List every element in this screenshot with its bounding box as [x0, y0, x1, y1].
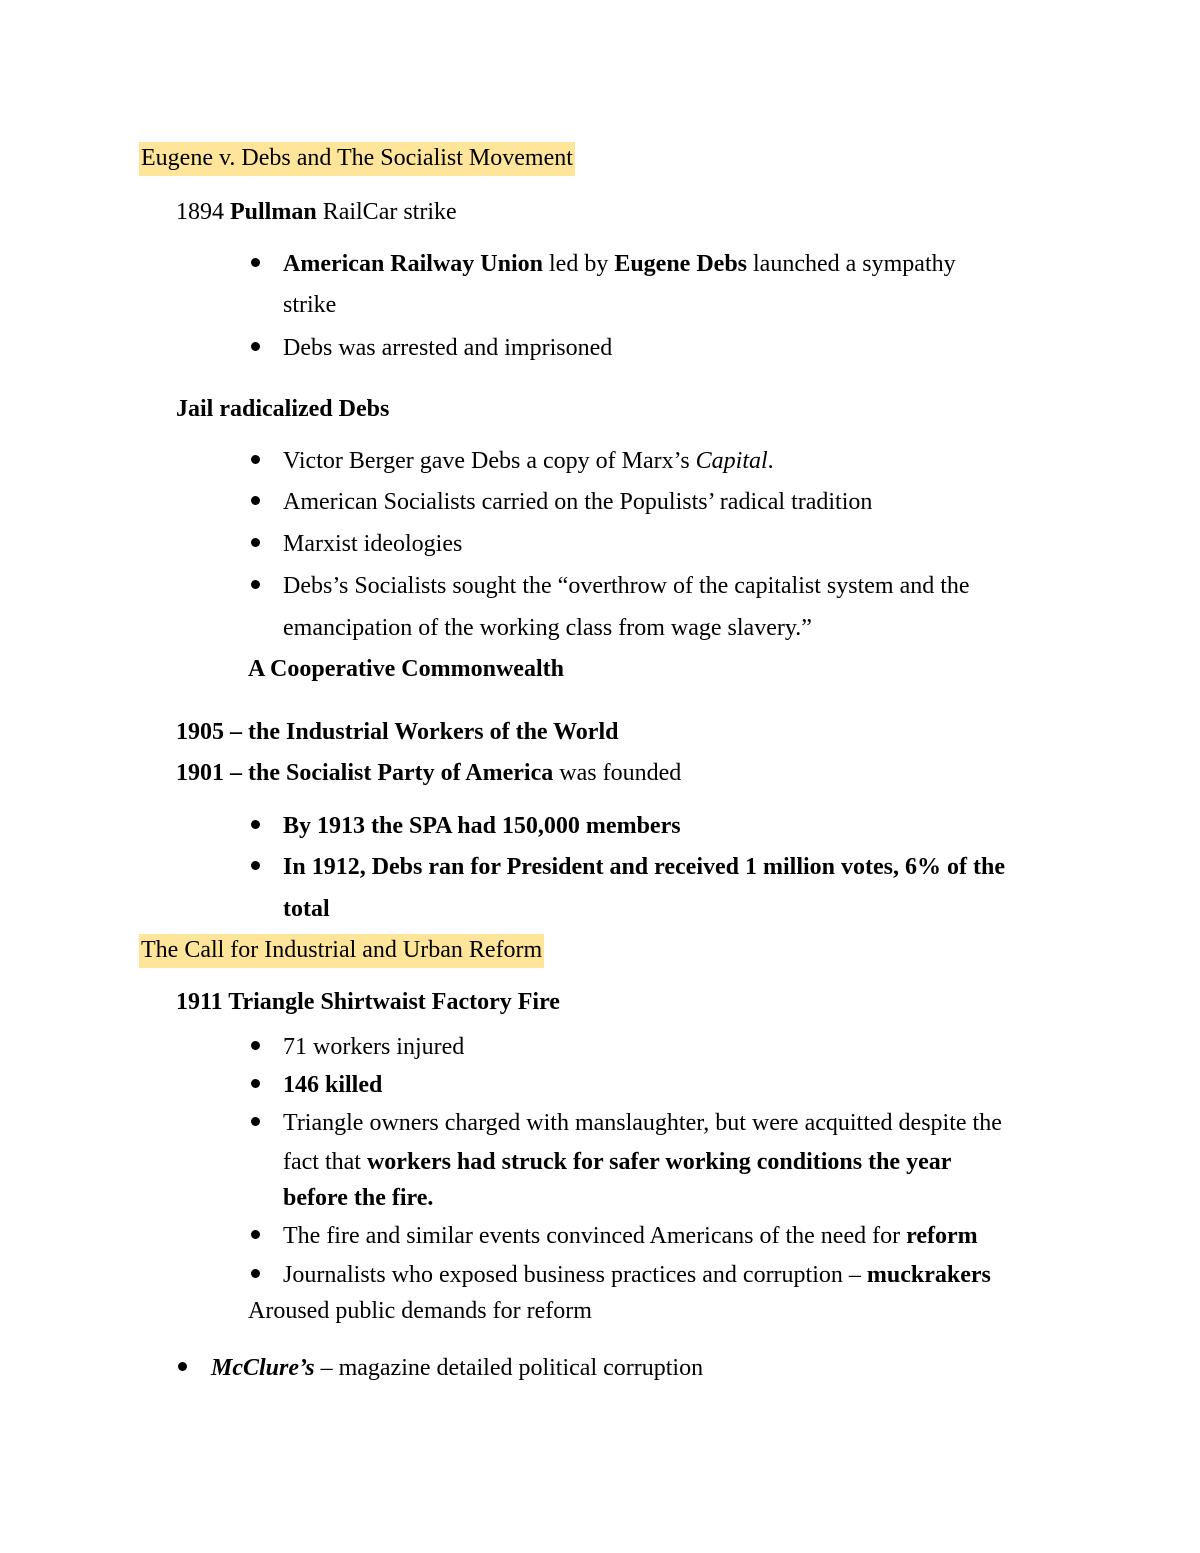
bullet-icon [251, 1230, 260, 1239]
list-item-reform: The fire and similar events convinced Americans of the need for reform [283, 1223, 978, 1249]
cooperative-commonwealth: A Cooperative Commonwealth [248, 656, 564, 682]
bullet-icon [178, 1362, 187, 1371]
list-item-injured: 71 workers injured [283, 1034, 465, 1060]
list-item-debs-1912: In 1912, Debs ran for President and received 1 million votes, 6% of the [283, 854, 1005, 880]
bullet-icon [251, 1079, 260, 1088]
list-item-aru: American Railway Union led by Eugene Debs launched a sympathy [283, 251, 956, 277]
list-item-overthrow: Debs’s Socialists sought the “overthrow of the capitalist system and the [283, 573, 970, 599]
list-item-berger: Victor Berger gave Debs a copy of Marx’s Capital. [283, 448, 774, 474]
jail-heading: Jail radicalized Debs [176, 396, 390, 422]
section-heading-reform: The Call for Industrial and Urban Reform [141, 938, 544, 962]
bullet-icon [251, 1041, 260, 1050]
list-item-debs-1912-continued: total [283, 896, 330, 922]
list-item-owners-end: before the fire. [283, 1185, 434, 1211]
spa-line: 1901 – the Socialist Party of America was founded [176, 760, 682, 786]
list-item-mcclures: McClure’s – magazine detailed political corruption [211, 1355, 704, 1381]
list-item-marxist: Marxist ideologies [283, 531, 463, 557]
list-item-overthrow-continued: emancipation of the working class from wage slavery.” [283, 615, 812, 641]
list-item-aru-continued: strike [283, 292, 337, 318]
bullet-icon [251, 580, 260, 589]
bullet-icon [251, 861, 260, 870]
pullman-strike-line: 1894 Pullman RailCar strike [176, 199, 457, 225]
list-item-owners-continued: fact that workers had struck for safer working conditions the year [283, 1149, 952, 1175]
bullet-icon [251, 496, 260, 505]
bullet-icon [251, 258, 260, 267]
list-item-arrested: Debs was arrested and imprisoned [283, 335, 613, 361]
bullet-icon [251, 455, 260, 464]
aroused-demands: Aroused public demands for reform [248, 1298, 592, 1324]
iww-line: 1905 – the Industrial Workers of the World [176, 719, 619, 745]
bullet-icon [251, 820, 260, 829]
list-item-populists: American Socialists carried on the Populists’ radical tradition [283, 489, 873, 515]
triangle-fire-heading: 1911 Triangle Shirtwaist Factory Fire [176, 989, 560, 1015]
bullet-icon [251, 1269, 260, 1278]
list-item-killed: 146 killed [283, 1072, 383, 1098]
section-heading-socialist: Eugene v. Debs and The Socialist Movement [141, 146, 575, 170]
list-item-spa-members: By 1913 the SPA had 150,000 members [283, 813, 681, 839]
bullet-icon [251, 342, 260, 351]
list-item-muckrakers: Journalists who exposed business practices and corruption – muckrakers [283, 1262, 991, 1288]
bullet-icon [251, 1117, 260, 1126]
list-item-owners: Triangle owners charged with manslaughter, but were acquitted despite the [283, 1110, 1002, 1136]
bullet-icon [251, 538, 260, 547]
